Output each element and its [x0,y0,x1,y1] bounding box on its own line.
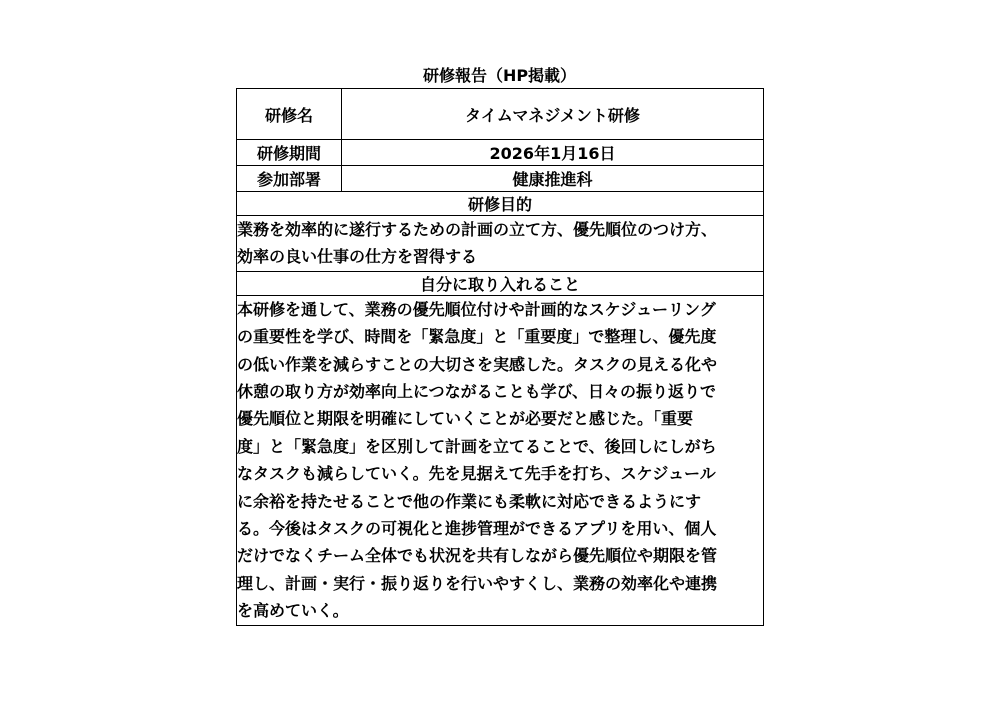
application-line: なタスクも減らしていく。先を見据えて先手を打ち、スケジュール [237,464,716,484]
application-line: 休憩の取り方が効率向上につながることも学び、日々の振り返りで [237,382,717,402]
training-name-label: 研修名 [237,89,342,140]
application-header-row [237,271,764,295]
period-label: 研修期間 [237,140,342,166]
training-name-value: タイムマネジメント研修 [342,89,764,140]
department-label: 参加部署 [237,166,342,192]
document-title: 研修報告（HP掲載） [422,66,577,85]
purpose-header: 研修目的 [237,192,764,216]
period-value: 2026年1月16日 [342,140,764,166]
purpose-header-row [237,192,764,216]
application-row [237,295,764,625]
application-text [237,295,764,625]
purpose-text [237,216,764,272]
application-line: る。今後はタスクの可視化と進捗管理ができるアプリを用い、個人 [237,519,717,539]
purpose-row [237,216,764,272]
application-line: の低い作業を減らすことの大切さを実感した。タスクの見える化や [237,354,718,374]
application-line: 理し、計画・実行・振り返りを行いやすくし、業務の効率化や連携 [237,573,718,593]
application-line: に余裕を持たせることで他の作業にも柔軟に対応できるようにす [237,491,702,511]
period-row [237,140,764,166]
application-line: だけでなくチーム全体でも状況を共有しながら優先順位や期限を管 [237,546,718,566]
application-line: 本研修を通して、業務の優先順位付けや計画的なスケジューリング [237,299,716,319]
application-line: を高めていく。 [237,601,349,621]
report-table [236,88,764,626]
purpose-line: 効率の良い仕事の仕方を習得する [237,247,478,267]
application-line: の重要性を学び、時間を「緊急度」と「重要度」で整理し、優先度 [237,327,717,347]
application-line: 優先順位と期限を明確にしていくことが必要だと感じた。「重要 [237,409,694,429]
department-value: 健康推進科 [342,166,764,192]
purpose-line: 業務を効率的に遂行するための計画の立て方、優先順位のつけ方、 [237,220,718,239]
department-row [237,166,764,192]
application-header: 自分に取り入れること [237,271,764,295]
training-name-row [237,89,764,140]
application-line: 度」と「緊急度」を区別して計画を立てることで、後回しにしがち [237,436,717,456]
